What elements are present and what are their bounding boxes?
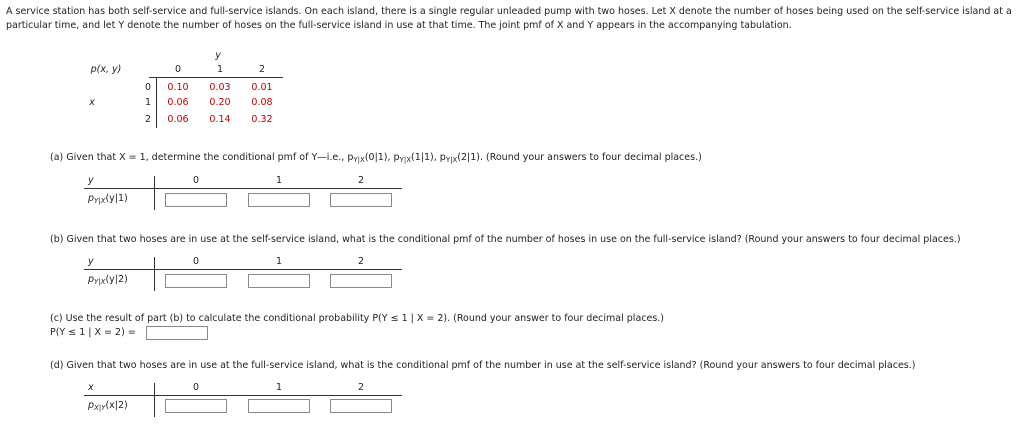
table-header-rule — [149, 77, 283, 78]
part-d-header-var: x — [88, 382, 94, 393]
part-b-answer-2-input[interactable] — [330, 274, 392, 288]
part-b-divider — [154, 257, 155, 291]
part-a-col-2: 2 — [358, 175, 365, 186]
col-var-label: y — [215, 50, 221, 61]
part-d-col-2: 2 — [358, 382, 365, 393]
part-a-sub-2: Y|X — [399, 156, 412, 164]
part-b-col-2: 2 — [358, 256, 365, 267]
part-a-row-label: $p_{Y|X}(y|1)$ — [88, 193, 128, 205]
part-a-sub-1: Y|X — [353, 156, 365, 164]
part-a-text-2: (0|1), p — [364, 152, 400, 163]
table-cell: 0.20 — [209, 97, 231, 108]
part-a-text-3: (1|1), p — [411, 152, 446, 163]
part-c-prompt: (c) Use the result of part (b) to calculate the conditional probability P(Y ≤ 1 | X = 2). (Round your answer to four decimal places.) — [50, 313, 665, 324]
part-a-divider — [154, 176, 155, 210]
part-d-prompt: (d) Given that two hoses are in use at the full-service island, what is the conditional pmf of the number in use at the self-service island? (Round your answers to four decimal places.) — [50, 360, 916, 371]
part-b-answer-0-input[interactable] — [165, 274, 227, 288]
part-a-text-1: (a) Given that X = 1, determine the conditional pmf of Y—i.e., p — [50, 152, 354, 163]
part-d-answer-1-input[interactable] — [248, 399, 310, 413]
part-d-row-label: $p_{X|Y}(x|2)$ — [88, 400, 128, 412]
table-cell: 0.08 — [251, 97, 273, 108]
part-b-prompt: (b) Given that two hoses are in use at the self-service island, what is the conditional pmf of the number of hoses in use on the full-service island? (Round your answers to four decimal places.) — [50, 234, 961, 245]
part-b-answer-1-input[interactable] — [248, 274, 310, 288]
part-a-answer-0-input[interactable] — [165, 193, 227, 207]
part-d-divider — [154, 383, 155, 417]
part-d-answer-2-input[interactable] — [330, 399, 392, 413]
part-a-prompt — [50, 151, 702, 165]
table-cell: 0.06 — [167, 97, 189, 108]
table-cell: 0.10 — [167, 82, 189, 93]
row-var-label: x — [89, 97, 95, 108]
part-d-col-1: 1 — [276, 382, 283, 393]
part-c-answer-input[interactable] — [146, 326, 208, 340]
problem-intro: A service station has both self-service and full-service islands. On each island, there is a single regular unleaded pump with two hoses. Let X denote the number of hoses being used on the self-service island at a particular time, and let Y denote the number of hoses on the full-service island in use at that time. The joint pmf of X and Y appears in the accompanying tabulation. — [6, 6, 1012, 31]
part-b-rule — [84, 269, 402, 270]
table-cell: 0.06 — [167, 114, 189, 125]
table-cell: 0.14 — [209, 114, 231, 125]
part-d-col-0: 0 — [193, 382, 200, 393]
table-cell: 0.01 — [251, 82, 273, 93]
part-d-answer-0-input[interactable] — [165, 399, 227, 413]
part-a-answer-1-input[interactable] — [248, 193, 310, 207]
corner-label: p(x, y) — [90, 64, 122, 75]
part-a-sub-3: Y|X — [445, 156, 458, 164]
table-cell: 0.32 — [251, 114, 273, 125]
part-a-header-var: y — [88, 175, 94, 186]
part-b-col-0: 0 — [193, 256, 200, 267]
part-b-header-var: y — [88, 256, 94, 267]
joint-pmf-table — [84, 50, 284, 130]
part-a-rule — [84, 188, 402, 189]
col-header: 1 — [216, 64, 224, 75]
col-header: 0 — [174, 64, 182, 75]
row-x-value: 1 — [144, 97, 152, 108]
part-a-col-1: 1 — [276, 175, 283, 186]
table-cell: 0.03 — [209, 82, 231, 93]
col-header: 2 — [258, 64, 266, 75]
part-a-col-0: 0 — [193, 175, 200, 186]
part-a-text-4: (2|1). (Round your answers to four decimal places.) — [457, 152, 702, 163]
part-b-col-1: 1 — [276, 256, 283, 267]
part-d-rule — [84, 395, 402, 396]
part-b-row-label: $p_{Y|X}(y|2)$ — [88, 274, 128, 286]
part-c-answer-label: P(Y ≤ 1 | X = 2) = — [50, 327, 136, 338]
part-a-answer-2-input[interactable] — [330, 193, 392, 207]
row-x-value: 0 — [144, 82, 152, 93]
row-x-value: 2 — [144, 114, 152, 125]
